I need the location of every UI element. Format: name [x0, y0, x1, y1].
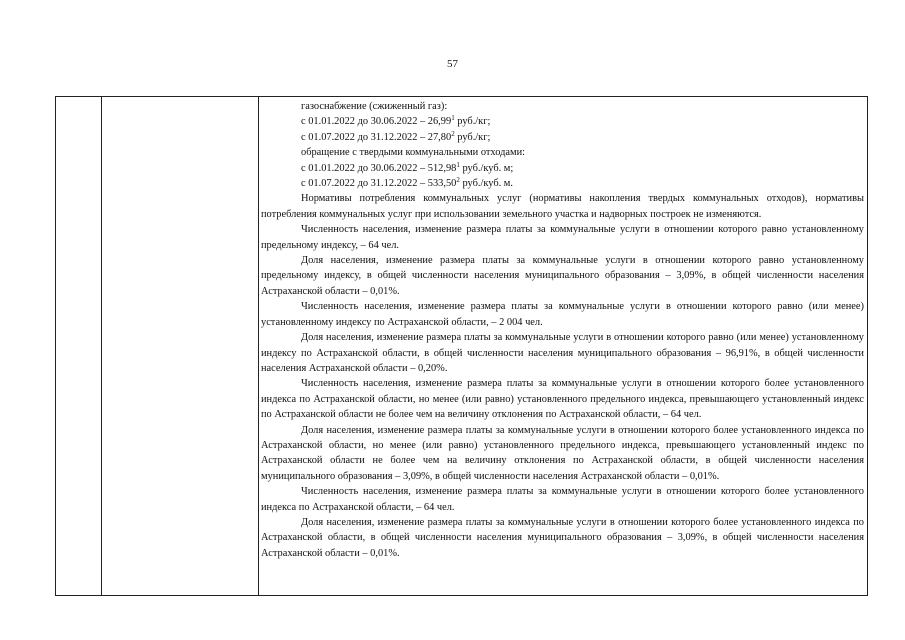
footnote-ref: 1	[451, 114, 455, 123]
table-column-divider	[258, 97, 259, 595]
body-paragraph: Численность населения, изменение размера платы за коммунальные услуги в отношении которого равно (или менее) установленному индексу по Астраханской области, – 2 004 чел.	[261, 301, 864, 328]
body-paragraph: Доля населения, изменение размера платы за коммунальные услуги в отношении которого более установленного индекса по Астраханской области, но менее (или равно) установленного предельного индекса, превышающего установленный индекс по Астраханской области не более чем на величину отклонения по Астраханской области, в общей численности населения муниципального образования – 3,09%, в общей численности населения Астраханской области – 0,01%.	[261, 424, 864, 482]
waste-tariff-line: с 01.07.2022 до 31.12.2022 – 533,50$^2$ руб./куб. м.	[301, 176, 513, 190]
waste-heading: обращение с твердыми коммунальными отходами:	[301, 147, 526, 159]
table-text-cell	[261, 99, 864, 561]
table-column-divider	[101, 97, 102, 595]
gas-tariff-line: с 01.07.2022 до 31.12.2022 – 27,80$^2$ руб./кг;	[301, 129, 491, 143]
gas-tariff-line: с 01.01.2022 до 30.06.2022 – 26,99$^1$ руб./кг;	[301, 114, 491, 128]
footnote-ref: 1	[456, 160, 460, 169]
footnote-ref: 2	[456, 176, 460, 185]
body-paragraph: Численность населения, изменение размера платы за коммунальные услуги в отношении которого равно установленному предельному индексу, – 64 чел.	[261, 224, 864, 251]
body-paragraph: Численность населения, изменение размера платы за коммунальные услуги в отношении которого более установленного индекса по Астраханской области, но менее (или равно) установленного предельного индекса, превышающего установленный индекс по Астраханской области не более чем на величину отклонения по Астраханской области, – 64 чел.	[261, 378, 864, 421]
body-paragraph: Доля населения, изменение размера платы за коммунальные услуги в отношении которого равно установленному предельному индексу, в общей численности населения муниципального образования – 3,09%, в общей численности населения Астраханской области – 0,01%.	[261, 255, 864, 297]
body-paragraph: Доля населения, изменение размера платы за коммунальные услуги в отношении которого равно (или менее) установленному индексу по Астраханской области, в общей численности населения муниципального образования – 96,91%, в общей численности населения Астраханской области – 0,20%.	[261, 332, 864, 374]
footnote-ref: 2	[451, 129, 455, 138]
body-paragraph: Численность населения, изменение размера платы за коммунальные услуги в отношении которого более установленного индекса по Астраханской области, – 64 чел.	[261, 486, 864, 513]
document-table	[55, 96, 868, 596]
waste-tariff-line: с 01.01.2022 до 30.06.2022 – 512,98$^1$ руб./куб. м;	[301, 160, 514, 174]
body-paragraph: Доля населения, изменение размера платы за коммунальные услуги в отношении которого более установленного индекса по Астраханской области, в общей численности населения муниципального образования – 3,09%, в общей численности населения Астраханской области – 0,01%.	[261, 516, 864, 559]
gas-heading: газоснабжение (сжиженный газ):	[301, 101, 448, 112]
page-number: 57	[447, 58, 458, 70]
body-paragraph: Нормативы потребления коммунальных услуг (нормативы накопления твердых коммунальных отходов), нормативы потребления коммунальных услуг при использовании земельного участка и надворных построек не изменяются.	[261, 193, 864, 220]
